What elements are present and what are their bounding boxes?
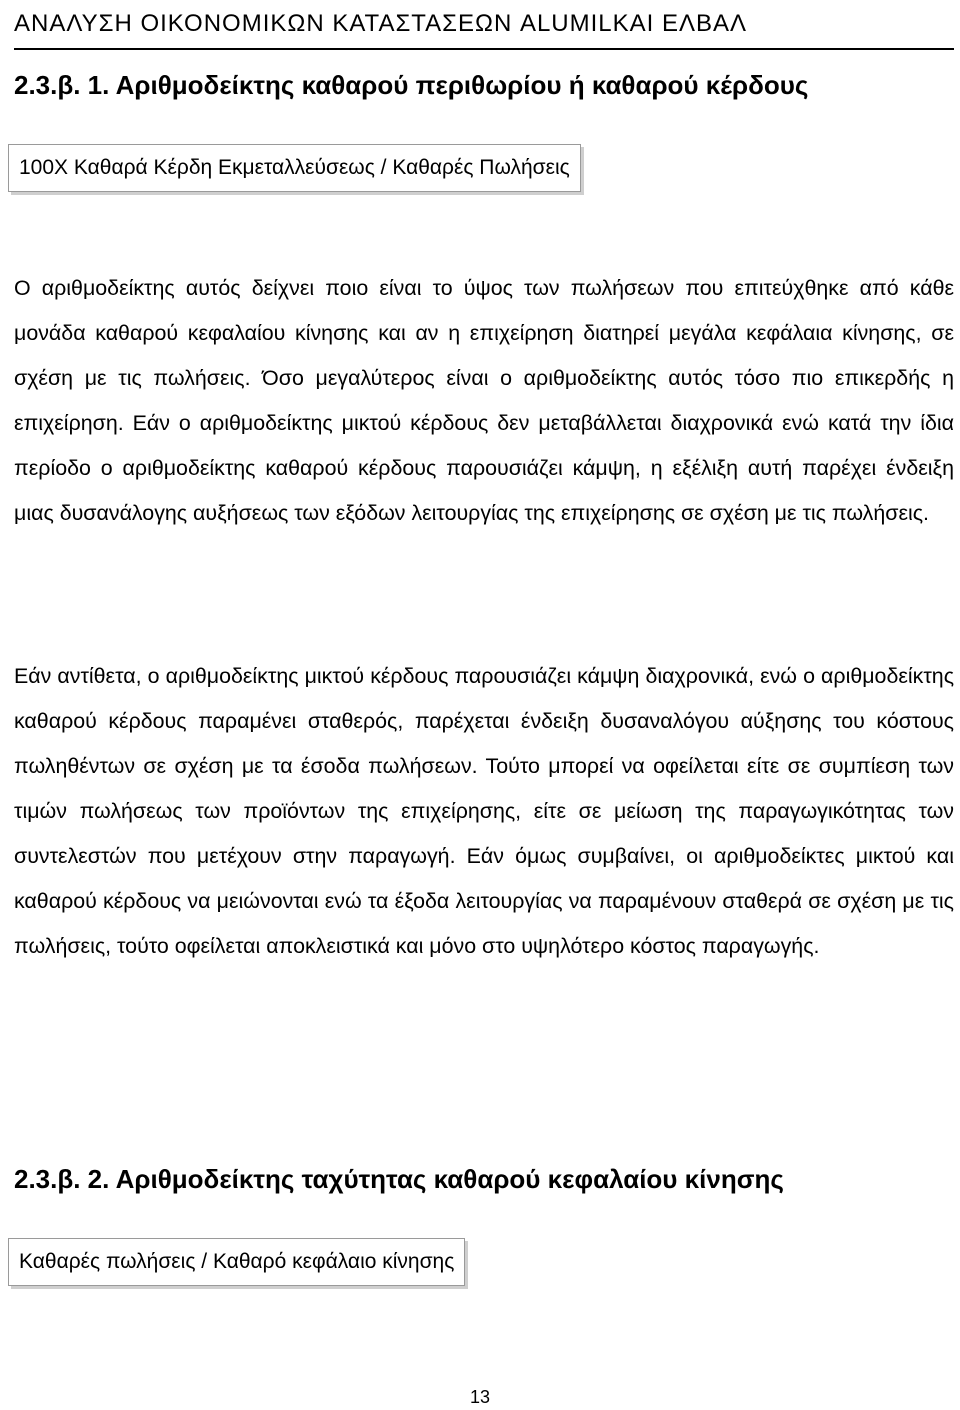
paragraph-ratio-explanation: Ο αριθμοδείκτης αυτός δείχνει ποιο είναι το ύψος των πωλήσεων που επιτεύχθηκε από κάθε μονάδα καθαρού κεφαλαίου κίνησης και αν η επιχείρηση διατηρεί μεγάλα κεφάλαια κίνησης, σε σχέση με τις πωλήσεις. Όσο μεγαλύτερος είναι ο αριθμοδείκτης αυτός τόσο πιο επικερδής η επιχείρηση. Εάν ο αριθμοδείκτης μικτού κέρδους δεν μεταβάλλεται διαχρονικά ενώ κατά την ίδια περίοδο ο αριθμοδείκτης καθαρού κέρδους παρουσιάζει κάμψη, η εξέλιξη αυτή παρέχει ένδειξη μιας δυσανάλογης αυξήσεως των εξόδων λειτουργίας της επιχείρησης σε σχέση με τις πωλήσεις.	[14, 276, 954, 525]
formula-box-net-profit-margin: 100X Καθαρά Κέρδη Εκμεταλλεύσεως / Καθαρές Πωλήσεις	[8, 144, 581, 192]
running-header: ΑΝΑΛΥΣΗ ΟΙΚΟΝΟΜΙΚΩΝ ΚΑΤΑΣΤΑΣΕΩΝ ALUMILKAI ΕΛΒΑΛ	[14, 2, 954, 50]
section-heading-working-capital-turnover: 2.3.β. 2. Αριθμοδείκτης ταχύτητας καθαρού κεφαλαίου κίνησης	[14, 1164, 784, 1194]
page-number: 13	[469, 1387, 491, 1407]
paragraph-ratio-interpretation: Εάν αντίθετα, ο αριθμοδείκτης μικτού κέρδους παρουσιάζει κάμψη διαχρονικά, ενώ ο αριθμοδείκτης καθαρού κέρδους παραμένει σταθερός, παρέχεται ένδειξη δυσαναλόγου αύξησης του κόστους πωληθέντων σε σχέση με τα έσοδα πωλήσεων. Τούτο μπορεί να οφείλεται είτε σε συμπίεση των τιμών πωλήσεως των προϊόντων της επιχείρησης, είτε σε μείωση της παραγωγικότητας των συντελεστών που μετέχουν στην παραγωγή. Εάν όμως συμβαίνει, οι αριθμοδείκτες μικτού και καθαρού κέρδους να μειώνονται ενώ τα έξοδα λειτουργίας να παραμένουν σταθερά σε σχέση με τις πωλήσεις, τούτο οφείλεται αποκλειστικά και μόνο στο υψηλότερο κόστος παραγωγής.	[14, 664, 954, 958]
section-heading-net-profit-margin: 2.3.β. 1. Αριθμοδείκτης καθαρού περιθωρίου ή καθαρού κέρδους	[14, 70, 809, 100]
formula-box-working-capital-turnover: Καθαρές πωλήσεις / Καθαρό κεφάλαιο κίνησης	[8, 1238, 465, 1286]
